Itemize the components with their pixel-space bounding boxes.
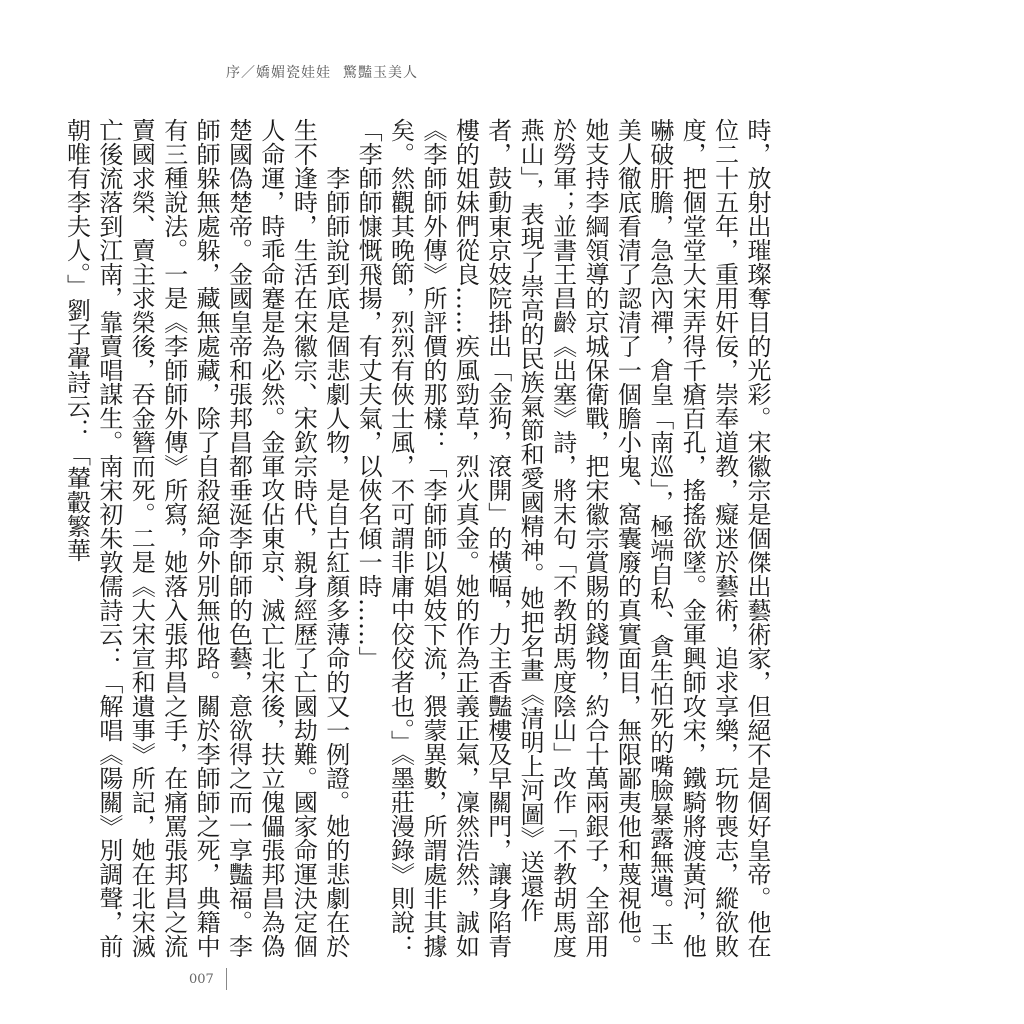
header-title: 驚豔玉美人 xyxy=(343,65,418,81)
paragraph-2: 李師師說到底是個悲劇人物，是自古紅顏多薄命的又一例證。她的悲劇在於生不逢時，生活在宋徽宗、宋欽宗時代，親身經歷了亡國劫難。國家命運決定個人命運，時乖命蹇是為必然。金軍攻佔東京、滅亡北宋後，扶立傀儡張邦昌為偽楚國偽楚帝。金國皇帝和張邦昌都垂涎李師師的色藝，意欲得之而一享豔福。李師師躲無處躲，藏無處藏，除了自殺絕命外別無他路。關於李師師之死，典籍中有三種說法。一是《李師師外傳》所寫，她落入張邦昌之手，在痛罵張邦昌之流賣國求榮、賣主求榮後，吞金簪而死。二是《大宋宣和遺事》所記，她在北宋滅亡後流落到江南，靠賣唱謀生。南宋初朱敦儒詩云：「解唱《陽關》別調聲，前朝唯有李夫人。」劉子翬詩云：「輦轂繁華 xyxy=(62,118,350,958)
vertical-body-text xyxy=(62,118,773,966)
header-section: 序／嬌媚瓷娃娃 xyxy=(226,65,331,81)
running-header xyxy=(226,62,418,82)
folio-divider xyxy=(226,968,227,990)
paragraph-1: 時，放射出璀璨奪目的光彩。宋徽宗是個傑出藝術家，但絕不是個好皇帝。他在位二十五年，重用奸佞，崇奉道教，癡迷於藝術，追求享樂，玩物喪志，縱欲敗度，把個堂堂大宋弄得千瘡百孔，搖搖欲墜。金軍興師攻宋，鐵騎將渡黃河，他嚇破肝膽，急急內禪，倉皇「南巡」，極端自私、貪生怕死的嘴臉暴露無遺。玉美人徹底看清了認清了一個膽小鬼、窩囊廢的真實面目，無限鄙夷他和蔑視他。她支持李綱領導的京城保衛戰，把宋徽宗賞賜的錢物，約合十萬兩銀子，全部用於勞軍；並書王昌齡《出塞》詩，將末句「不教胡馬度陰山」改作「不教胡馬度燕山」，表現了崇高的民族氣節和愛國精神。她把名畫《清明上河圖》送還作者，鼓動東京妓院掛出「金狗，滾開」的橫幅，力主香豔樓及早關門，讓身陷青樓的姐妹們從良……疾風勁草，烈火真金。她的作為正義正氣，凜然浩然，誠如《李師師外傳》所評價的那樣：「李師師以娼妓下流，猥蒙異數，所謂處非其據矣。然觀其晚節，烈烈有俠士風，不可謂非庸中佼佼者也。」《墨莊漫錄》則說：「李師師慷慨飛揚，有丈夫氣，以俠名傾一時……」 xyxy=(354,118,771,958)
page-number: 007 xyxy=(189,972,214,987)
